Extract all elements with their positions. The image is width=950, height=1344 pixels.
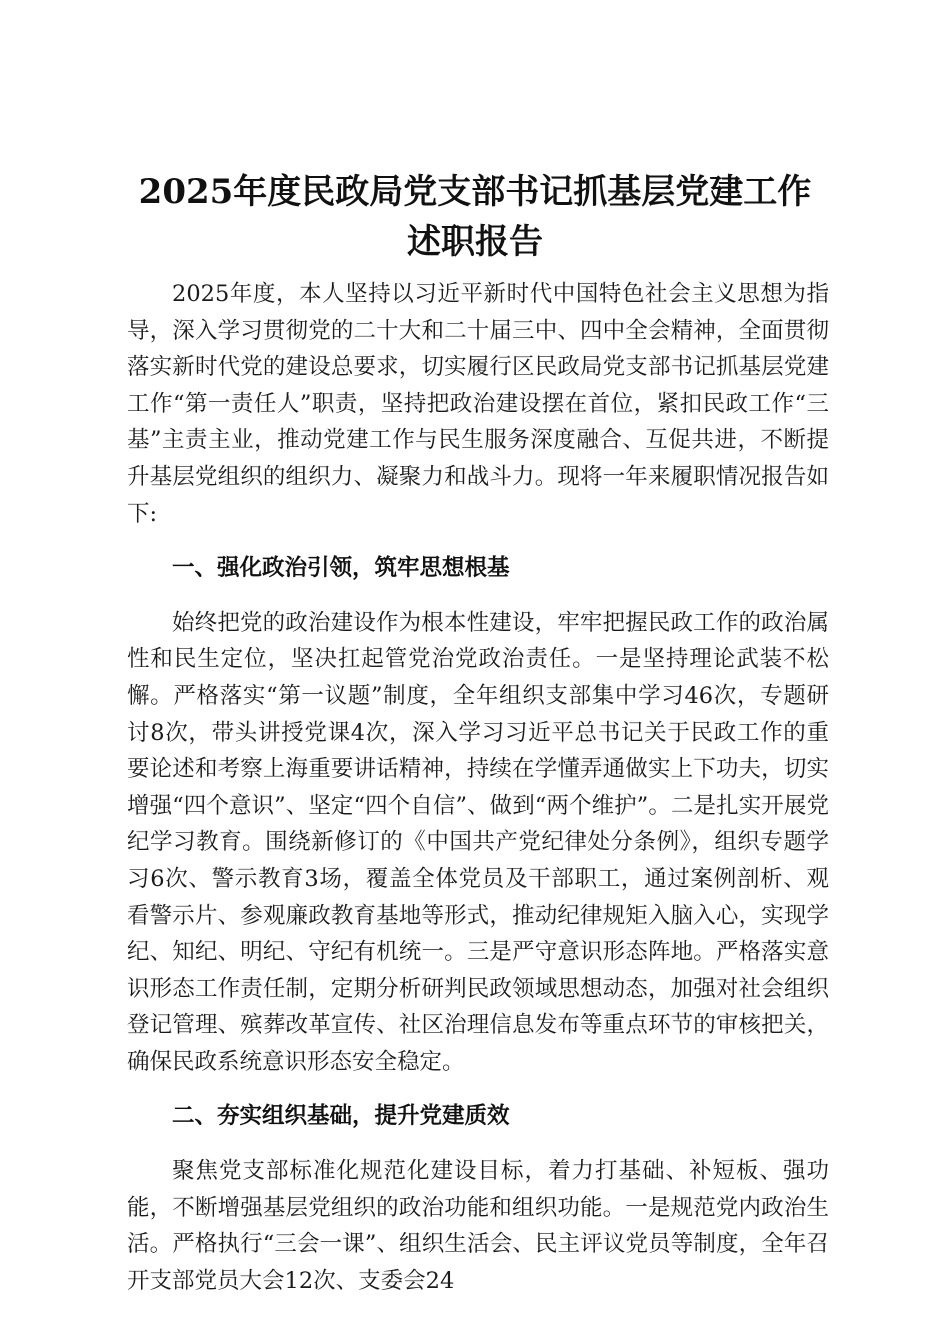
section-1-paragraph: 始终把党的政治建设作为根本性建设，牢牢把握民政工作的政治属性和民生定位，坚决扛起管党治党政治责任。一是坚持理论武装不松懈。严格落实“第一议题”制度，全年组织支部集中学习46次，专题研讨8次，带头讲授党课4次，深入学习习近平总书记关于民政工作的重要论述和考察上海重要讲话精神，持续在学懂弄通做实上下功夫，切实增强“四个意识”、坚定“四个自信”、做到“两个维护”。二是扎实开展党纪学习教育。围绕新修订的《中国共产党纪律处分条例》，组织专题学习6次、警示教育3场，覆盖全体党员及干部职工，通过案例剖析、观看警示片、参观廉政教育基地等形式，推动纪律规矩入脑入心，实现学纪、知纪、明纪、守纪有机统一。三是严守意识形态阵地。严格落实意识形态工作责任制，定期分析研判民政领域思想动态，加强对社会组织登记管理、殡葬改革宣传、社区治理信息发布等重点环节的审核把关，确保民政系统意识形态安全稳定。 (127, 609, 829, 1075)
section-2-paragraph: 聚焦党支部标准化规范化建设目标，着力打基础、补短板、强功能，不断增强基层党组织的政治功能和组织功能。一是规范党内政治生活。严格执行“三会一课”、组织生活会、民主评议党员等制度，全年召开支部党员大会12次、支委会24 (127, 1158, 829, 1294)
section-2-heading: 二、夯实组织基础，提升党建质效 (172, 1103, 510, 1130)
intro-paragraph: 2025年度，本人坚持以习近平新时代中国特色社会主义思想为指导，深入学习贯彻党的二十大和二十届三中、四中全会精神，全面贯彻落实新时代党的建设总要求，切实履行区民政局党支部书记抓基层党建工作“第一责任人”职责，坚持把政治建设摆在首位，紧扣民政工作“三基”主责主业，推动党建工作与民生服务深度融合、互促共进，不断提升基层党组织的组织力、凝聚力和战斗力。现将一年来履职情况报告如下: (127, 281, 829, 527)
document-title-line-2: 述职报告 (407, 222, 543, 262)
document-title-line-1: 2025年度民政局党支部书记抓基层党建工作 (138, 172, 812, 212)
document-body (127, 276, 829, 1299)
section-1-heading: 一、强化政治引领，筑牢思想根基 (172, 555, 510, 582)
